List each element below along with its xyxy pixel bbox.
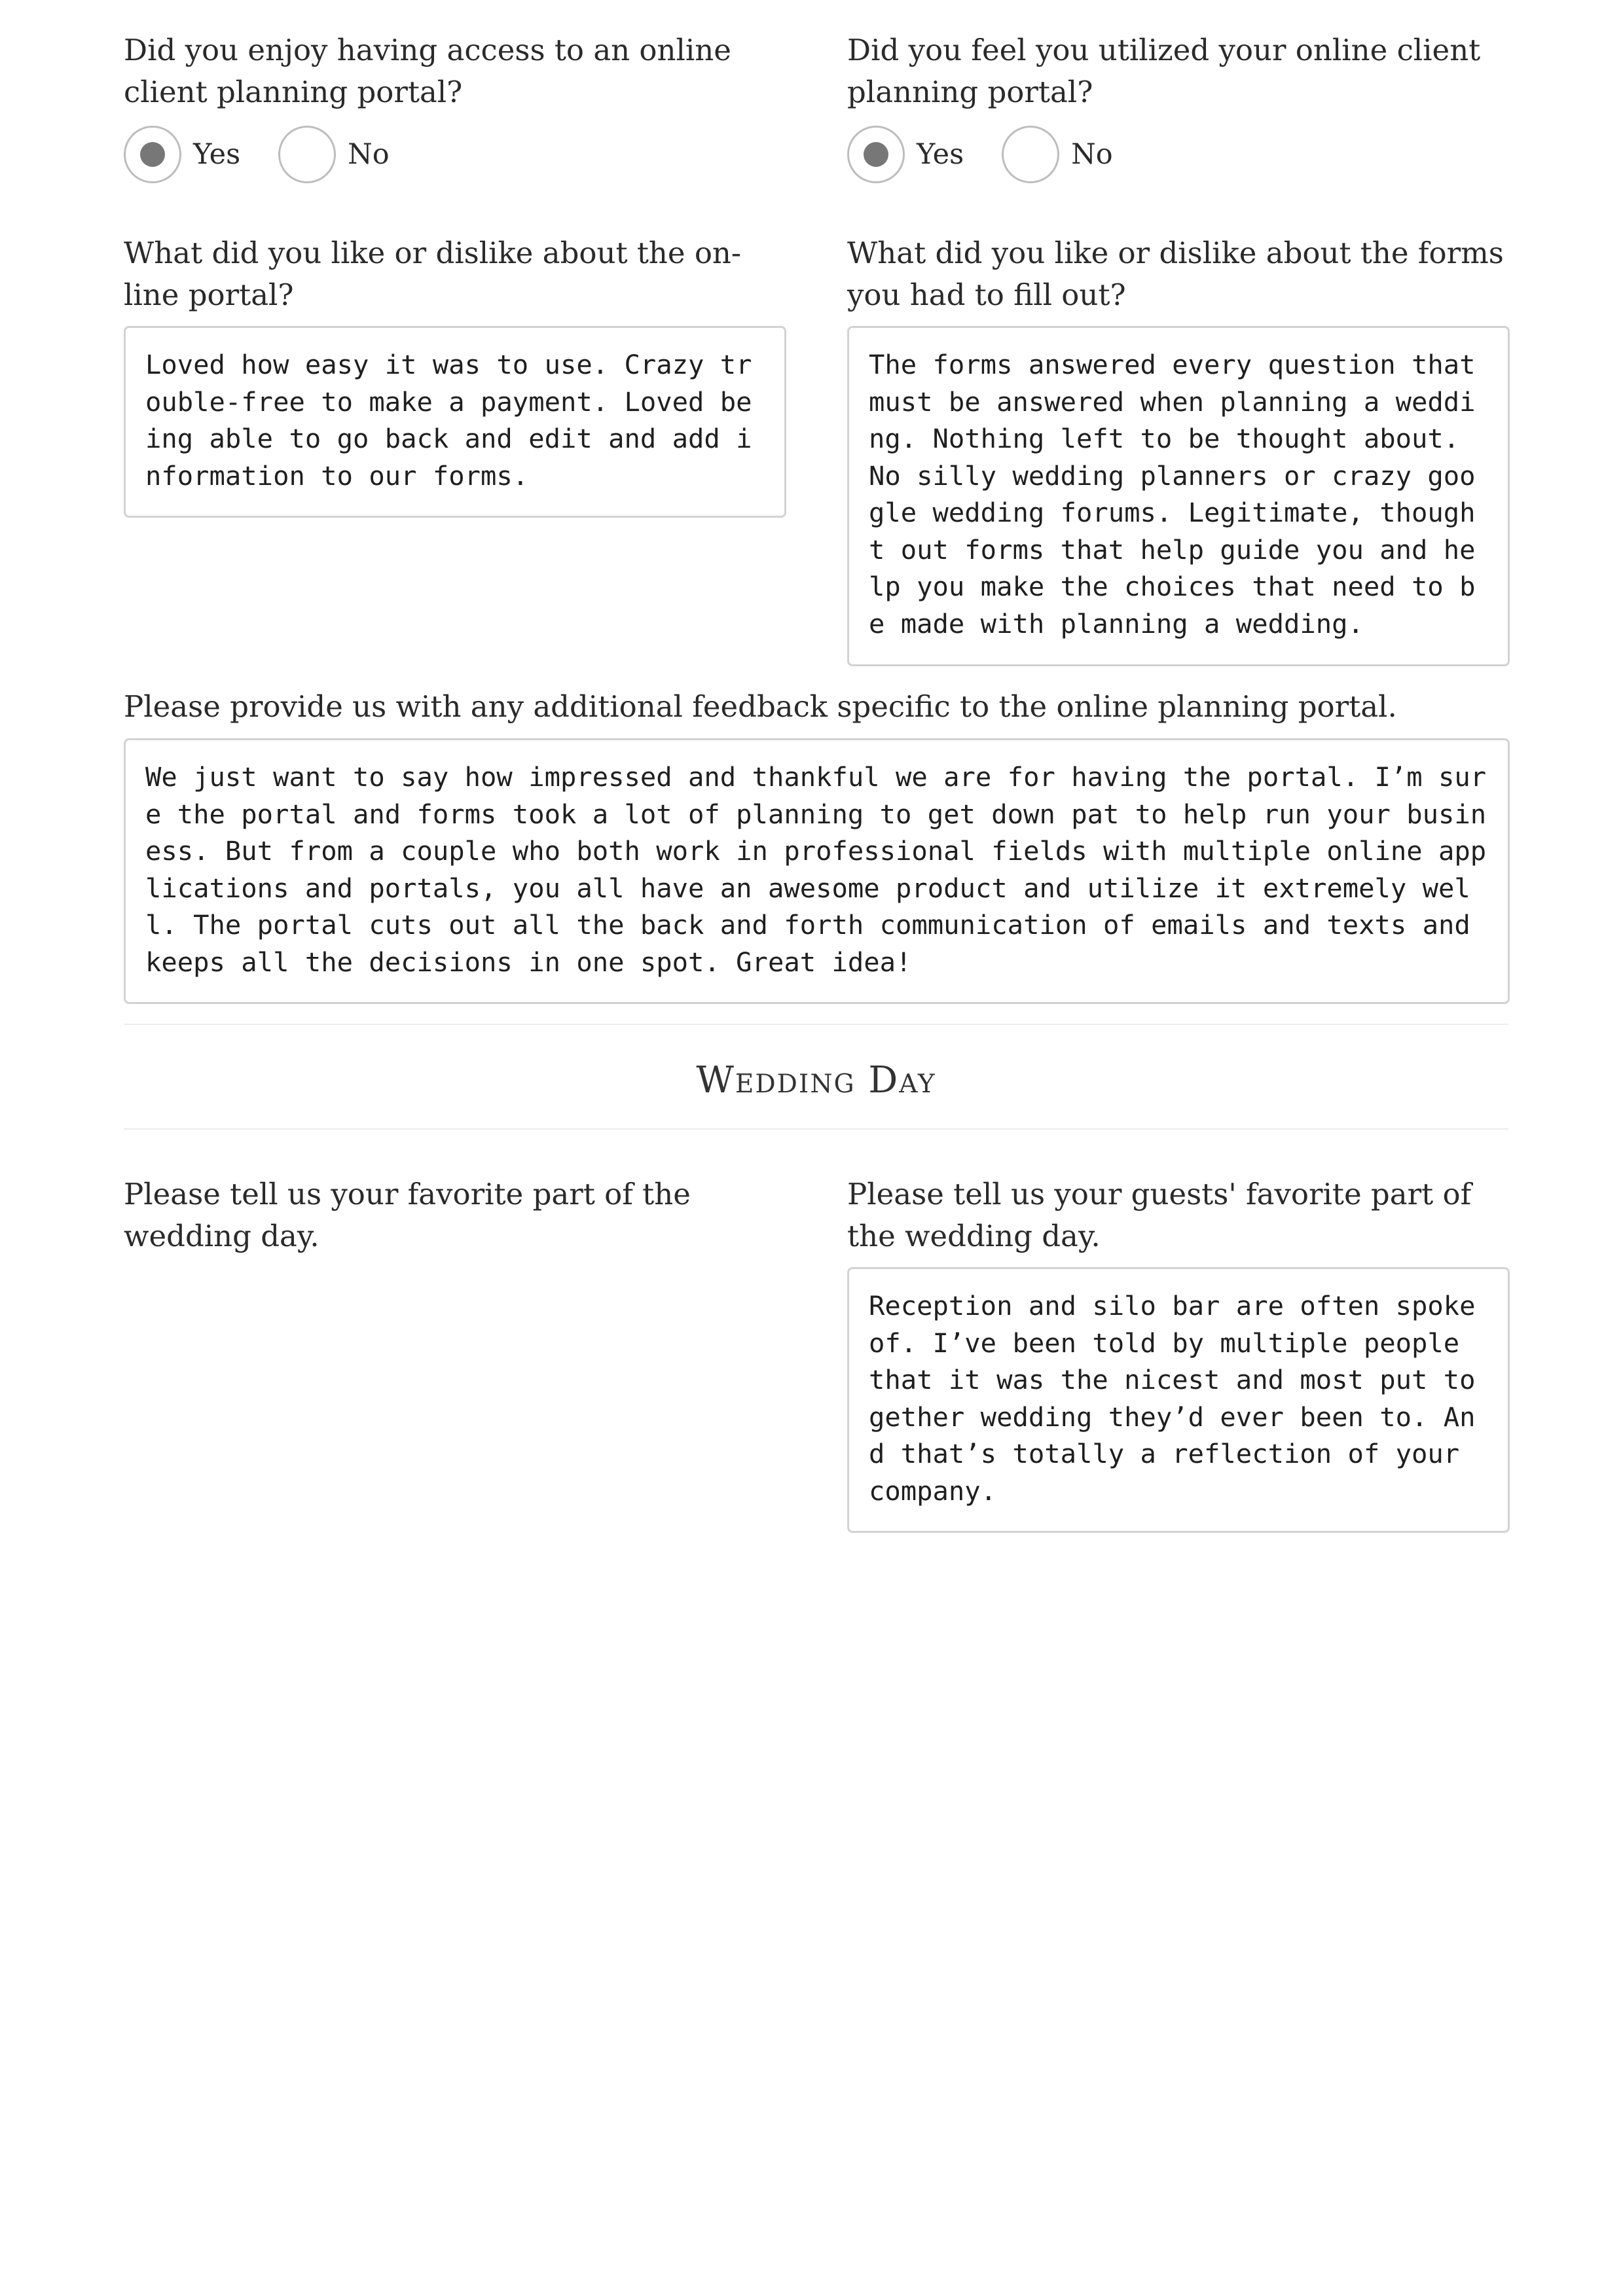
question-additional-feedback: Please provide us with any additional feedback specific to the online planning portal. [124, 689, 1397, 724]
divider-top [124, 1024, 1508, 1025]
radio-utilized-no[interactable] [1002, 126, 1059, 183]
textarea-additional-feedback[interactable]: We just want to say how impressed and thankful we are for having the portal. I’m sure the portal and forms took a lot of planning to get down pat to help run your business. But from a couple who both work in professional fields with multiple online applications and portals, you all have an awesome product and utilize it extremely well. The portal cuts out all the back and forth communication of emails and texts and keeps all the decisions in one spot. Great idea! [124, 738, 1510, 1004]
textarea-like-dislike-portal[interactable]: Loved how easy it was to use. Crazy trouble-free to make a payment. Loved being able to go back and edit and add information to our forms. [124, 326, 786, 518]
question-like-dislike-forms: What did you like or dislike about the forms you had to fill out? [847, 236, 1504, 312]
question-guests-favorite-part: Please tell us your guests' favorite part of the wedding day. [847, 1177, 1472, 1253]
radio-label-no: No [1071, 138, 1113, 171]
radio-group-utilized-portal [847, 123, 1151, 186]
radio-label-yes: Yes [193, 138, 241, 171]
radio-utilized-yes[interactable] [847, 126, 905, 183]
radio-enjoy-access-yes[interactable] [124, 126, 181, 183]
radio-group-enjoy-access [124, 123, 428, 186]
question-utilized-portal: Did you feel you utilized your online client planning portal? [847, 33, 1481, 109]
radio-enjoy-access-no[interactable] [278, 126, 336, 183]
section-title-wedding-day: Wedding Day [696, 1059, 936, 1102]
radio-label-yes: Yes [917, 138, 964, 171]
radio-label-no: No [348, 138, 390, 171]
divider-bottom [124, 1128, 1508, 1130]
textarea-like-dislike-forms[interactable]: The forms answered every question that must be answered when planning a wedding. Nothing left to be thought about. No silly wedding planners or crazy google wedding forums. Legitimate, thought out forms that help guide you and help you make the choices that need to be made with planning a wedding. [847, 326, 1510, 666]
textarea-guests-favorite-part[interactable]: Reception and silo bar are often spoke of. I’ve been told by multiple people that it was the nicest and most put together wedding they’d ever been to. And that’s totally a reflection of your company. [847, 1267, 1510, 1533]
question-favorite-part: Please tell us your favorite part of the wedding day. [124, 1177, 691, 1253]
question-like-dislike-portal: What did you like or dislike about the on-line portal? [124, 236, 742, 312]
question-enjoy-access: Did you enjoy having access to an online client planning portal? [124, 33, 731, 109]
